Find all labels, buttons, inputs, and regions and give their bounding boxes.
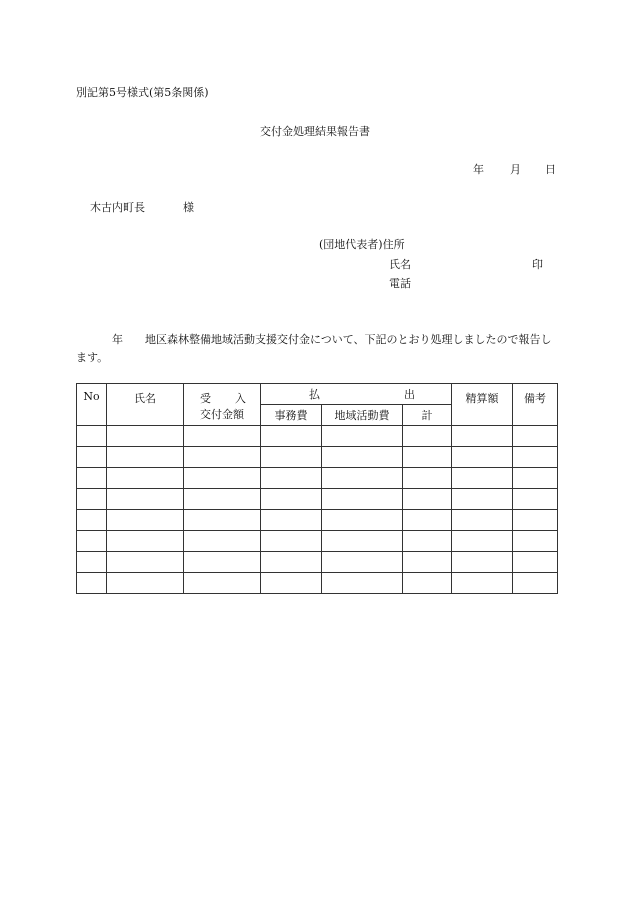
cell-no[interactable] xyxy=(77,531,107,552)
cell-total[interactable] xyxy=(403,426,452,447)
sender-address-label: (団地代表者)住所 xyxy=(319,238,405,251)
header-name: 氏名 xyxy=(107,384,184,426)
cell-office-expense[interactable] xyxy=(261,447,322,468)
cell-received[interactable] xyxy=(184,426,261,447)
cell-activity-expense[interactable] xyxy=(322,447,403,468)
cell-no[interactable] xyxy=(77,552,107,573)
cell-settlement[interactable] xyxy=(452,468,513,489)
cell-settlement[interactable] xyxy=(452,489,513,510)
cell-remarks[interactable] xyxy=(513,426,558,447)
cell-settlement[interactable] xyxy=(452,531,513,552)
header-remarks: 備考 xyxy=(513,384,558,426)
cell-name[interactable] xyxy=(107,573,184,594)
cell-remarks[interactable] xyxy=(513,573,558,594)
form-number: 別記第5号様式(第5条関係) xyxy=(76,86,209,99)
header-payout-part2: 出 xyxy=(404,388,416,401)
cell-received[interactable] xyxy=(184,489,261,510)
cell-total[interactable] xyxy=(403,552,452,573)
header-settlement: 精算額 xyxy=(452,384,513,426)
report-body-text xyxy=(76,331,558,367)
cell-remarks[interactable] xyxy=(513,531,558,552)
report-table xyxy=(76,383,558,594)
table-row xyxy=(77,468,558,489)
table-row xyxy=(77,489,558,510)
header-received-label xyxy=(184,390,260,406)
header-office-expense: 事務費 xyxy=(261,405,322,426)
table-row xyxy=(77,510,558,531)
table-row xyxy=(77,426,558,447)
cell-settlement[interactable] xyxy=(452,510,513,531)
header-payout xyxy=(261,384,452,405)
cell-total[interactable] xyxy=(403,510,452,531)
cell-name[interactable] xyxy=(107,510,184,531)
cell-no[interactable] xyxy=(77,447,107,468)
cell-activity-expense[interactable] xyxy=(322,426,403,447)
cell-received[interactable] xyxy=(184,447,261,468)
date-month-label: 月 xyxy=(510,163,521,176)
cell-no[interactable] xyxy=(77,573,107,594)
addressee-honorific: 様 xyxy=(183,201,194,214)
body-year-label: 年 xyxy=(112,333,123,346)
body-sentence: 地区森林整備地域活動支援交付金について、下記のとおり処理しましたので報告します。 xyxy=(76,333,552,364)
cell-name[interactable] xyxy=(107,426,184,447)
cell-remarks[interactable] xyxy=(513,552,558,573)
sender-phone-label: 電話 xyxy=(389,277,411,290)
table-row xyxy=(77,552,558,573)
header-payout-label xyxy=(261,386,451,402)
cell-name[interactable] xyxy=(107,447,184,468)
cell-total[interactable] xyxy=(403,573,452,594)
cell-office-expense[interactable] xyxy=(261,489,322,510)
cell-remarks[interactable] xyxy=(513,489,558,510)
cell-remarks[interactable] xyxy=(513,468,558,489)
header-received-part2: 入 xyxy=(235,392,246,405)
cell-no[interactable] xyxy=(77,468,107,489)
header-payout-part1: 払 xyxy=(309,388,320,401)
header-total: 計 xyxy=(403,405,452,426)
cell-activity-expense[interactable] xyxy=(322,573,403,594)
cell-name[interactable] xyxy=(107,552,184,573)
cell-received[interactable] xyxy=(184,510,261,531)
cell-received[interactable] xyxy=(184,468,261,489)
cell-remarks[interactable] xyxy=(513,447,558,468)
cell-total[interactable] xyxy=(403,489,452,510)
cell-no[interactable] xyxy=(77,489,107,510)
cell-total[interactable] xyxy=(403,447,452,468)
cell-activity-expense[interactable] xyxy=(322,489,403,510)
table-body xyxy=(77,426,558,594)
cell-office-expense[interactable] xyxy=(261,510,322,531)
cell-name[interactable] xyxy=(107,468,184,489)
cell-office-expense[interactable] xyxy=(261,552,322,573)
header-received-sub: 交付金額 xyxy=(200,408,244,421)
cell-no[interactable] xyxy=(77,510,107,531)
date-year-label: 年 xyxy=(473,163,484,176)
header-no: No xyxy=(77,384,107,426)
cell-no[interactable] xyxy=(77,426,107,447)
cell-activity-expense[interactable] xyxy=(322,510,403,531)
cell-office-expense[interactable] xyxy=(261,573,322,594)
cell-activity-expense[interactable] xyxy=(322,468,403,489)
header-activity-expense: 地域活動費 xyxy=(322,405,403,426)
document-title: 交付金処理結果報告書 xyxy=(260,125,370,138)
cell-settlement[interactable] xyxy=(452,552,513,573)
cell-remarks[interactable] xyxy=(513,510,558,531)
cell-office-expense[interactable] xyxy=(261,531,322,552)
cell-received[interactable] xyxy=(184,531,261,552)
cell-received[interactable] xyxy=(184,552,261,573)
cell-name[interactable] xyxy=(107,531,184,552)
table-row xyxy=(77,531,558,552)
addressee-name: 木古内町長 xyxy=(90,201,145,214)
table-row xyxy=(77,447,558,468)
cell-total[interactable] xyxy=(403,468,452,489)
cell-name[interactable] xyxy=(107,489,184,510)
cell-settlement[interactable] xyxy=(452,573,513,594)
cell-activity-expense[interactable] xyxy=(322,531,403,552)
header-received-part1: 受 xyxy=(200,392,211,405)
cell-received[interactable] xyxy=(184,573,261,594)
table-row xyxy=(77,573,558,594)
cell-total[interactable] xyxy=(403,531,452,552)
sender-seal-label: 印 xyxy=(532,258,543,271)
cell-settlement[interactable] xyxy=(452,447,513,468)
cell-office-expense[interactable] xyxy=(261,426,322,447)
cell-activity-expense[interactable] xyxy=(322,552,403,573)
date-day-label: 日 xyxy=(545,163,556,176)
cell-settlement[interactable] xyxy=(452,426,513,447)
sender-name-label: 氏名 xyxy=(389,258,411,271)
header-received xyxy=(184,384,261,426)
cell-office-expense[interactable] xyxy=(261,468,322,489)
